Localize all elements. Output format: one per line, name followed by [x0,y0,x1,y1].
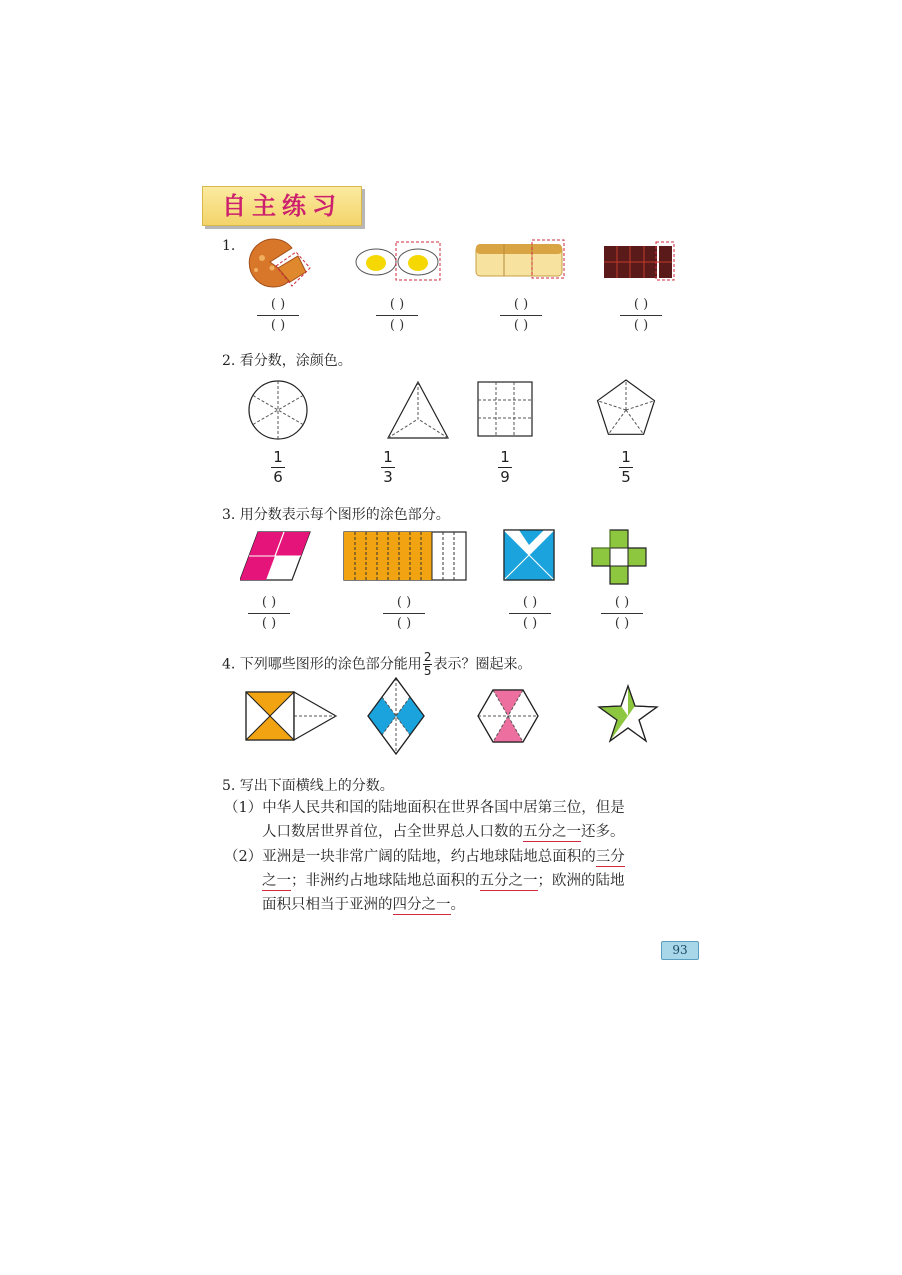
q4-prompt: 4. 下列哪些图形的涂色部分能用 $\frac{2}{5}$ 表示？圈起来。 [222,650,532,678]
pentagon-fifths-shape [598,380,655,434]
triangle-thirds-shape [388,382,448,438]
q3-answer-2[interactable]: ( ) ( ) [379,594,429,634]
q4-shapes [240,676,680,758]
underlined-fraction-2a: 三分 [595,849,625,865]
q5-para2-line2: 之一；非洲约占地球陆地总面积的五分之一；欧洲的陆地 [262,873,625,889]
star-shape [599,686,657,741]
q5-para2-line3: 面积只相当于亚洲的四分之一。 [262,897,465,913]
q5-para2-line1: （2）亚洲是一块非常广阔的陆地，约占地球陆地总面积的三分 [224,849,625,865]
circle-sixths-shape [249,381,307,439]
cake-icon [249,239,310,287]
section-title-bar [202,186,362,226]
q2-fraction-2: 1 3 [373,448,403,488]
q1-images [240,234,700,290]
underlined-fraction-2b: 之一 [262,873,291,889]
triangle-square-shape [504,530,554,580]
underlined-fraction-3: 五分之一 [479,873,538,889]
q2-fraction-1: 1 6 [263,448,293,488]
q1-answer-4[interactable]: ( ) ( ) [616,296,666,336]
q2-shapes [240,374,680,446]
square-ninths-shape [478,382,532,436]
q1-answer-1[interactable]: ( ) ( ) [253,296,303,336]
striped-rectangle-shape [344,532,466,580]
q5-para1-line2: 人口数居世界首位，占全世界总人口数的五分之一还多。 [262,824,625,840]
q3-answer-4[interactable]: ( ) ( ) [597,594,647,634]
q1-number: 1. [222,238,236,254]
hexagon-shape [478,690,538,742]
q3-answer-3[interactable]: ( ) ( ) [505,594,555,634]
q3-answer-1[interactable]: ( ) ( ) [244,594,294,634]
chocolate-icon [604,242,674,280]
q5-prompt: 5. 写出下面横线上的分数。 [222,778,394,794]
q2-prompt: 2. 看分数，涂颜色。 [222,353,352,369]
parallelogram-shape [240,532,310,580]
q2-fraction-3: 1 9 [490,448,520,488]
q3-shapes [240,526,660,588]
q1-answer-2[interactable]: ( ) ( ) [372,296,422,336]
square-triangle-shape [246,692,336,740]
bread-icon [476,240,564,278]
underlined-fraction-4: 四分之一 [392,897,451,913]
underlined-fraction-1: 五分之一 [523,824,581,840]
page-number: 93 [661,941,699,960]
egg-icon [356,242,440,280]
q1-answer-3[interactable]: ( ) ( ) [496,296,546,336]
double-rhombus-shape [368,678,424,754]
q2-fraction-4: 1 5 [611,448,641,488]
q3-prompt: 3. 用分数表示每个图形的涂色部分。 [222,507,450,523]
section-title: 自主练习 [222,192,342,220]
q5-para1-line1: （1）中华人民共和国的陆地面积在世界各国中居第三位，但是 [224,800,625,816]
cross-shape [592,530,646,584]
q4-fraction: $\frac{2}{5}$ [423,650,432,678]
